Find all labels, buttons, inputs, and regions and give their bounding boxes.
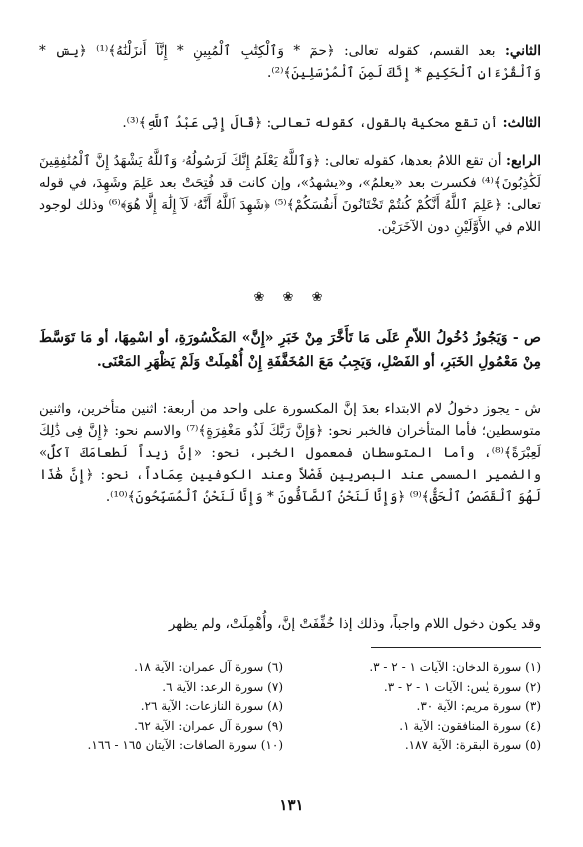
paragraph-lead: ص - (512, 330, 541, 346)
footnote: (٤) سورة المنافقون: الآية ١. (399, 718, 541, 733)
footnote: (٥) سورة البقرة: الآية ١٨٧. (404, 738, 541, 752)
paragraph-body: وَيَجُوزُ دُخُولُ اللاّمِ عَلَى مَا تَأَخَّرَ مِنْ خَبَرِ «إِنَّ» المَكْسُورَةِ، أو اسْمِهَا، أو مَا تَوَسَّطَ مِنْ مَعْمُولِ الخَبَرِ، أو الفَصْلِ، وَيَجِبُ مَعَ المُخَفَّفَةِ إِنْ أُهْمِلَتْ وَلَمْ يَظْهَرِ المَعْنَى. (39, 330, 541, 370)
paragraph-second-case (39, 40, 541, 84)
paragraph-lead: الثالث: (502, 115, 541, 131)
paragraph-body: بعد القسم، كقوله تعالى: ﴿حمٓ * وَٱلْكِتَٰبِ ٱلْمُبِينِ * إِنَّآ أَنزَلْنَٰهُ﴾⁽¹⁾ ﴿يسٓ * وَٱلْقُرْءَانِ ٱلْحَكِيمِ * إِنَّكَ لَمِنَ ٱلْمُرْسَلِينَ﴾⁽²⁾. (39, 43, 541, 81)
footnote: (٧) سورة الرعد: الآية ٦. (162, 679, 283, 694)
paragraph-third-case (39, 112, 541, 134)
footnote-separator (371, 647, 541, 648)
footnotes-column-left (53, 658, 283, 756)
paragraph-lead: الرابع: (506, 153, 541, 169)
paragraph-lead: الثاني: (504, 43, 541, 59)
footnote: (١) سورة الدخان: الآيات ١ - ٢ - ٣. (369, 660, 541, 674)
paragraph-fourth-case (39, 150, 541, 238)
footnote: (٩) سورة آل عمران: الآية ٦٢. (134, 718, 283, 733)
paragraph-body: يجوز دخولُ لام الابتداء بعدَ إنَّ المكسورة على واحد من أربعة: اثنين متأخرين، واثنين متوسطين؛ فأما المتأخران فالخبر نحو: ﴿وَإِنَّ رَبَّكَ لَذُو مَغْفِرَةٍ﴾⁽⁷⁾ والاسم نحو: ﴿إِنَّ فِى ذَٰلِكَ لَعِبْرَةً﴾⁽⁸⁾، وأما المتوسطان فمعمول الخبر، نحو: «إنَّ زيداً لَطعامَكَ آكلٌ» والضمير المسمى عند البصريين فَصْلاً وعند الكوفيين عِمَاداً، نحو: ﴿إِنَّ هَٰذَا لَهُوَ ٱلْقَصَصُ ٱلْحَقُّ﴾⁽⁹⁾ ﴿وَإِنَّا لَنَحْنُ ٱلصَّآفُّونَ * وَإِنَّا لَنَحْنُ ٱلْمُسَبِّحُونَ﴾⁽¹⁰⁾. (39, 401, 541, 505)
paragraph-body: وقد يكون دخول اللام واجباً، وذلك إذا خُفِّفَتْ إنَّ، وأُهْمِلَتْ، ولم يظهر (168, 616, 541, 632)
section-divider-ornament: ❀ ❀ ❀ (253, 290, 330, 305)
footnotes-column-right (311, 658, 541, 756)
page-number: ١٣١ (279, 796, 304, 814)
footnote: (٨) سورة النازعات: الآية ٢٦. (140, 699, 283, 713)
paragraph-body: أن تقع اللامُ بعدها، كقوله تعالى: ﴿وَٱللَّهُ يَعْلَمُ إِنَّكَ لَرَسُولُهُۥ وَٱللَّهُ يَشْهَدُ إِنَّ ٱلْمُنَٰفِقِينَ لَكَٰذِبُونَ﴾⁽⁴⁾ فكسرت بعد «يعلمُ»، و«يشهدُ»، وإن كانت قد فُتِحَتْ بعد عَلِمَ وشَهِدَ، في قوله تعالى: ﴿عَلِمَ ٱللَّهُ أَنَّكُمْ كُنتُمْ تَخْتَانُونَ أَنفُسَكُمْ﴾⁽⁵⁾ ﴿شَهِدَ ٱللَّهُ أَنَّهُۥ لَآ إِلَٰهَ إِلَّا هُوَ﴾⁽⁶⁾ وذلك لوجود اللام في الأَوَّلَيْنِ دون الآخَرَيْن. (39, 153, 541, 235)
paragraph-matn (39, 326, 541, 374)
paragraph-continuation (39, 613, 541, 635)
paragraph-lead: ش - (514, 401, 541, 417)
paragraph-sharh (39, 398, 541, 508)
footnote: (١٠) سورة الصافات: الآيتان ١٦٥ - ١٦٦. (87, 738, 283, 752)
footnote: (٢) سورة يٰس: الآيات ١ - ٢ - ٣. (383, 679, 541, 694)
footnote: (٣) سورة مريم: الآية ٣٠. (416, 699, 541, 713)
paragraph-body: أن تقع محكية بالقول، كقوله تعالى: ﴿قَالَ إِنِّى عَبْدُ ٱللَّهِ﴾⁽³⁾. (122, 115, 499, 131)
footnote: (٦) سورة آل عمران: الآية ١٨. (134, 660, 283, 674)
